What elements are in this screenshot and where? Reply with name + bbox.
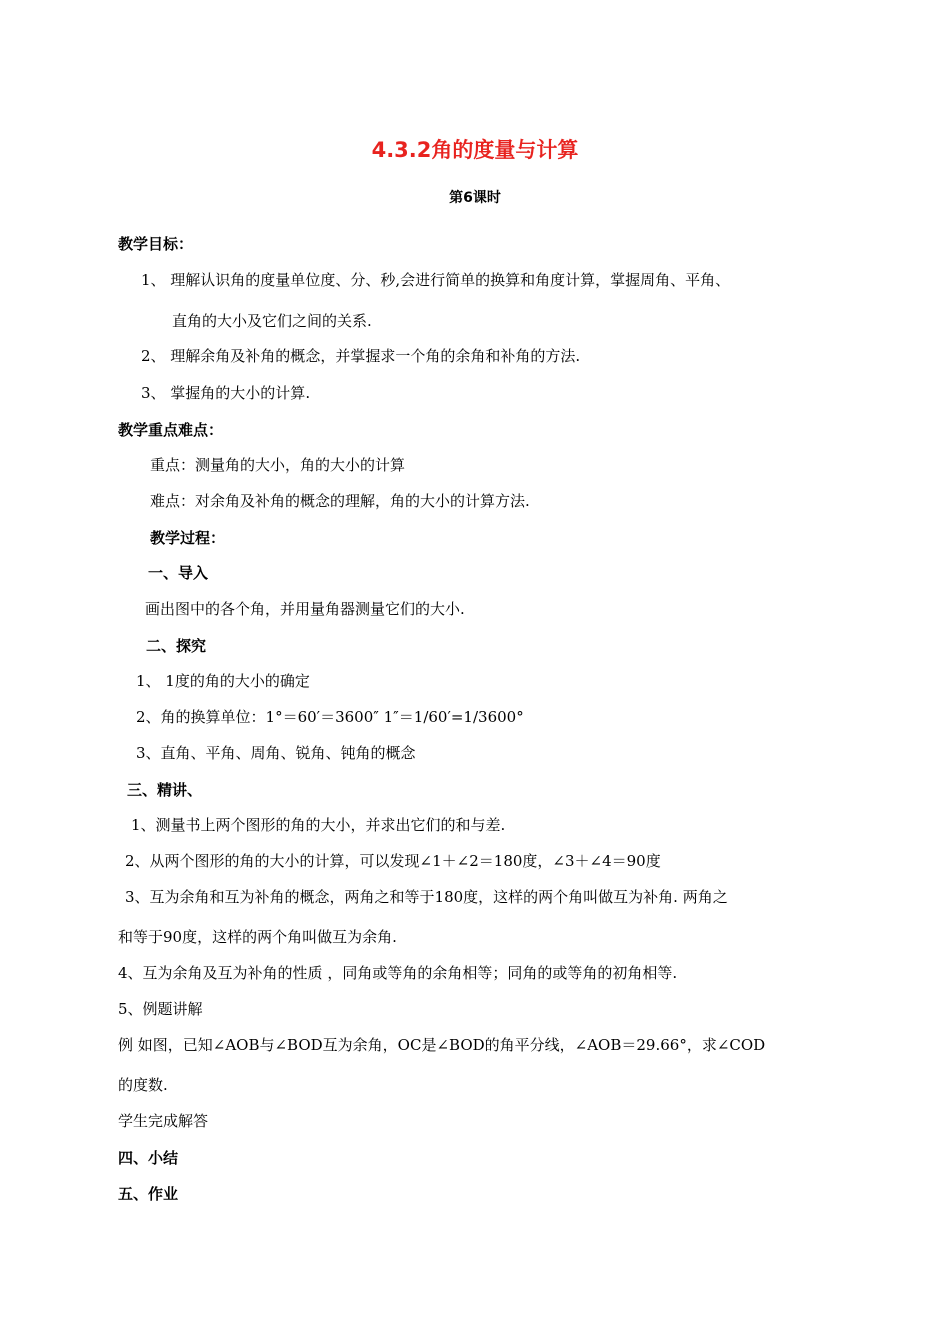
process-heading: 教学过程： — [150, 529, 226, 547]
example-line-2: 的度数. — [118, 1076, 168, 1094]
objective-item-1-line-1: 1、 理解认识角的度量单位度、分、秒,会进行简单的换算和角度计算，掌握周角、平角、 — [141, 271, 731, 289]
key-point-difficulty: 难点：对余角及补角的概念的理解，角的大小的计算方法. — [150, 492, 530, 510]
summary-heading: 四、小结 — [118, 1149, 179, 1167]
explore-item-1: 1、 1度的角的大小的确定 — [136, 672, 310, 690]
lecture-item-3-line-1: 3、互为余角和互为补角的概念，两角之和等于180度，这样的两个角叫做互为补角. 两角之 — [125, 888, 728, 906]
homework-heading: 五、作业 — [118, 1185, 179, 1203]
intro-heading: 一、导入 — [148, 564, 209, 582]
lecture-item-5: 5、例题讲解 — [118, 1000, 203, 1018]
objectives-heading: 教学目标： — [118, 235, 194, 253]
example-line-1: 例 如图，已知∠AOB与∠BOD互为余角，OC是∠BOD的角平分线，∠AOB＝29.66°，求∠COD — [118, 1036, 766, 1054]
lesson-subtitle: 第6课时 — [449, 190, 501, 206]
objective-item-2: 2、 理解余角及补角的概念，并掌握求一个角的余角和补角的方法. — [141, 347, 581, 365]
lecture-item-4: 4、互为余角及互为补角的性质 ，同角或等角的余角相等；同角的或等角的初角相等. — [118, 964, 678, 982]
lecture-item-2: 2、从两个图形的角的大小的计算，可以发现∠1＋∠2＝180度，∠3＋∠4＝90度 — [125, 852, 661, 870]
objective-item-1-line-2: 直角的大小及它们之间的关系. — [172, 312, 372, 330]
key-points-heading: 教学重点难点： — [118, 421, 224, 439]
explore-heading: 二、探究 — [146, 637, 207, 655]
lecture-heading: 三、精讲、 — [127, 781, 203, 799]
explore-item-3: 3、直角、平角、周角、锐角、钝角的概念 — [136, 744, 416, 762]
intro-text: 画出图中的各个角，并用量角器测量它们的大小. — [145, 600, 465, 618]
explore-item-2: 2、角的换算单位：1°＝60′＝3600″ 1″＝1/60′=1/3600° — [136, 708, 524, 726]
lecture-item-3-line-2: 和等于90度，这样的两个角叫做互为余角. — [118, 928, 397, 946]
key-point-focus: 重点：测量角的大小，角的大小的计算 — [150, 456, 406, 474]
page-title: 4.3.2角的度量与计算 — [371, 138, 579, 162]
objective-item-3: 3、 掌握角的大小的计算. — [141, 384, 311, 402]
student-task: 学生完成解答 — [118, 1112, 209, 1130]
lecture-item-1: 1、测量书上两个图形的角的大小，并求出它们的和与差. — [131, 816, 506, 834]
